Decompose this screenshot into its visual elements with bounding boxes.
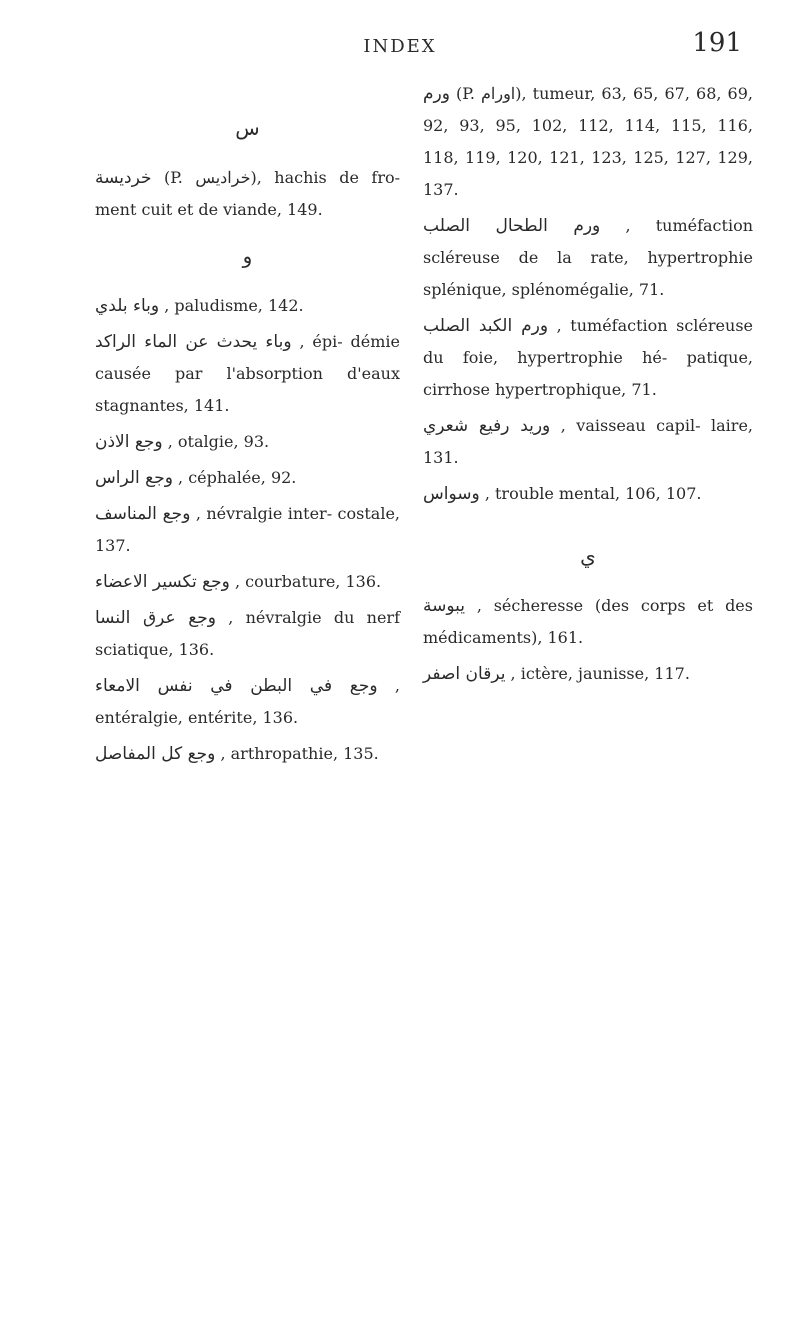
section-letter: ﺱ [235,116,260,140]
index-entry [423,658,753,690]
index-entry [423,210,753,306]
arabic-headword: ﻭﺟﻊ ﺍﻻﺫﻥ [95,432,163,452]
arabic-headword: ﻳﺒﻮﺳﺔ [423,596,466,616]
arabic-headword: ﻭﺟﻊ ﻓﻲ ﺍﻟﺒﻄﻦ ﻓﻲ ﻧﻔﺲ ﺍﻻﻣﻌﺎﺀ [95,676,378,696]
arabic-headword: ﻭﺭﻡ ﺍﻟﻜﺒﺪ ﺍﻟﺼﻠﺐ [423,316,549,336]
index-entry [423,478,753,510]
arabic-headword: ﻭﺟﻊ ﻛﻞ ﺍﻟﻤﻔﺎﺻﻞ [95,744,216,764]
section-letter: ﻭ [242,244,253,268]
entry-definition: , ictère, jaunisse, 117. [510,664,690,683]
index-entry [95,462,400,494]
entry-definition: , paludisme, 142. [164,296,304,315]
index-entry [95,738,400,770]
entry-definition: (P. ﺍﻭﺭﺍﻡ), tumeur, 63, 65, 67, 68, 69, 92, 93, 95, 102, 112, 114, 115, 116, 118, 119, 120, 121, 123, 125, 127, 129, 137. [423,84,753,199]
entry-definition: , névralgie du nerf sciatique, 136. [95,608,400,659]
arabic-headword: ﻭﺭﻡ ﺍﻟﻄﺤﺎﻝ ﺍﻟﺼﻠﺐ [423,216,601,236]
right-column [423,78,753,694]
index-entry [95,162,400,226]
running-header: INDEX [363,36,437,57]
arabic-headword: ﻭﺭﻡ [423,84,450,104]
entry-definition: , céphalée, 92. [178,468,297,487]
entry-definition: , tuméfaction scléreuse de la rate, hypertrophie splénique, splénomégalie, 71. [423,216,753,299]
arabic-headword: ﻭﺟﻊ ﺍﻟﻤﻨﺎﺳﻒ [95,504,191,524]
arabic-headword: ﻭﺭﻳﺪ ﺭﻓﻴﻊ ﺷﻌﺮﻱ [423,416,551,436]
entry-definition: , névralgie inter- costale, 137. [95,504,400,555]
arabic-headword: ﺧﺮﺩﻳﺴﺔ [95,168,152,188]
index-entry [423,590,753,654]
index-entry [95,670,400,734]
arabic-headword: ﻭﺑﺎﺀ ﻳﺤﺪﺙ ﻋﻦ ﺍﻟﻤﺎﺀ ﺍﻟﺮﺍﻛﺪ [95,332,292,352]
entry-definition: , otalgie, 93. [167,432,270,451]
index-entry [95,290,400,322]
arabic-headword: ﻭﺑﺎﺀ ﺑﻠﺪﻱ [95,296,160,316]
left-column [95,78,400,774]
index-entry [95,326,400,422]
entry-definition: , courbature, 136. [234,572,382,591]
index-entry [423,410,753,474]
entry-definition: , arthropathie, 135. [220,744,379,763]
index-entry [95,566,400,598]
arabic-headword: ﻭﺳﻮﺍﺱ [423,484,480,504]
entry-definition: , trouble mental, 106, 107. [484,484,702,503]
arabic-headword: ﻭﺟﻊ ﻋﺮﻕ ﺍﻟﻨﺴﺎ [95,608,217,628]
entry-definition: (P. ﺧﺮﺍﺩﻳﺲ), hachis de fro- ment cuit et de viande, 149. [95,168,401,219]
entry-definition: , tuméfaction scléreuse du foie, hypertrophie hé- patique, cirrhose hypertrophique, 71. [423,316,753,399]
arabic-headword: ﻭﺟﻊ ﺗﻜﺴﻴﺮ ﺍﻻﻋﻀﺎﺀ [95,572,230,592]
page-number: 191 [692,28,742,58]
index-entry [423,310,753,406]
index-entry [95,602,400,666]
section-letter: ﻱ [580,544,596,568]
index-entry [95,498,400,562]
entry-definition: , vaisseau capil- laire, 131. [423,416,754,467]
arabic-headword: ﻭﺟﻊ ﺍﻟﺮﺍﺱ [95,468,173,488]
index-entry [95,426,400,458]
entry-definition: , entéralgie, entérite, 136. [95,676,400,727]
arabic-headword: ﻳﺮﻗﺎﻥ ﺍﺻﻔﺮ [423,664,506,684]
entry-definition: , sécheresse (des corps et des médicaments), 161. [423,596,753,647]
entry-definition: , épi- démie causée par l'absorption d'eaux stagnantes, 141. [95,332,401,415]
index-entry [423,78,753,206]
